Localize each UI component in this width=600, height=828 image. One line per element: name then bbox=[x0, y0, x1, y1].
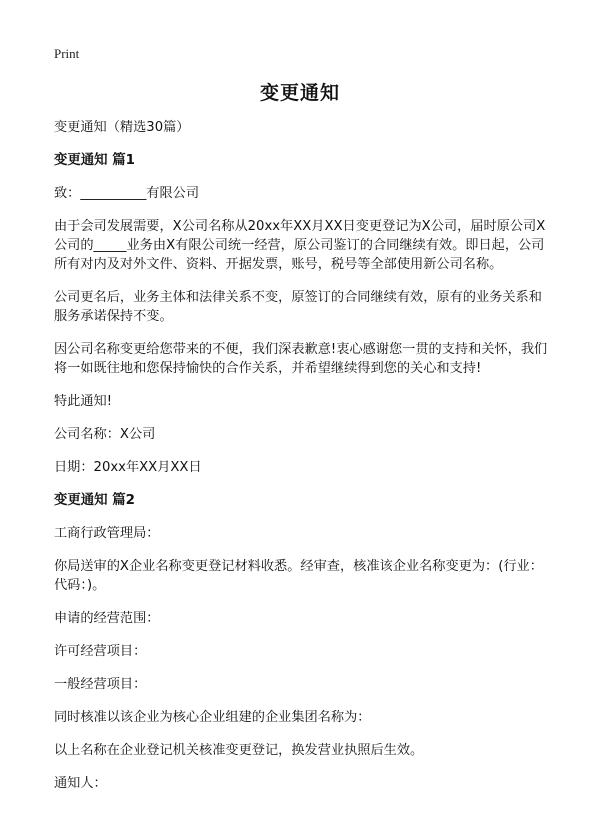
document-title: 变更通知 bbox=[259, 82, 340, 104]
section1-paragraph-1: 由于会司发展需要，X公司名称从20xx年XX月XX日变更登记为X公司，届时原公司X公司的_____业务由X有限公司统一经营，原公司鉴订的合同继续有效。即日起，公司所有对内及对外文件、资料、开据发票，账号，税号等全部使用新公司名称。 bbox=[54, 219, 546, 272]
section2-effect: 以上名称在企业登记机关核准变更登记，换发营业执照后生效。 bbox=[54, 743, 424, 758]
document-body bbox=[54, 118, 554, 807]
section2-licensed: 许可经营项目： bbox=[54, 644, 147, 659]
section2-paragraph-1: 你局送审的X企业名称变更登记材料收悉。经审查，核准该企业名称变更为：(行业：代码：)。 bbox=[54, 559, 543, 593]
section1-recipient: 致：__________有限公司 bbox=[54, 186, 200, 201]
intro-line: 变更通知（精选30篇） bbox=[54, 120, 190, 135]
section2-heading: 变更通知 篇2 bbox=[54, 493, 135, 508]
section2-scope: 申请的经营范围： bbox=[54, 611, 160, 626]
section1-date: 日期：20xx年XX月XX日 bbox=[54, 460, 202, 475]
section2-recipient: 工商行政管理局： bbox=[54, 526, 160, 541]
section2-group: 同时核准以该企业为核心企业组建的企业集团名称为： bbox=[54, 710, 371, 725]
section1-company: 公司名称：X公司 bbox=[54, 427, 156, 442]
section1-heading: 变更通知 篇1 bbox=[54, 153, 135, 168]
section2-notifier: 通知人： bbox=[54, 776, 107, 791]
section1-notice: 特此通知! bbox=[54, 394, 113, 409]
section1-paragraph-2: 公司更名后，业务主体和法律关系不变，原签订的合同继续有效，原有的业务关系和服务承诺保持不变。 bbox=[54, 290, 542, 324]
print-label: Print bbox=[54, 46, 80, 61]
section2-general: 一般经营项目： bbox=[54, 677, 147, 692]
section1-paragraph-3: 因公司名称变更给您带来的不便，我们深表歉意!衷心感谢您一贯的支持和关怀，我们将一如既往地和您保持愉快的合作关系，并希望继续得到您的关心和支持! bbox=[54, 342, 548, 376]
